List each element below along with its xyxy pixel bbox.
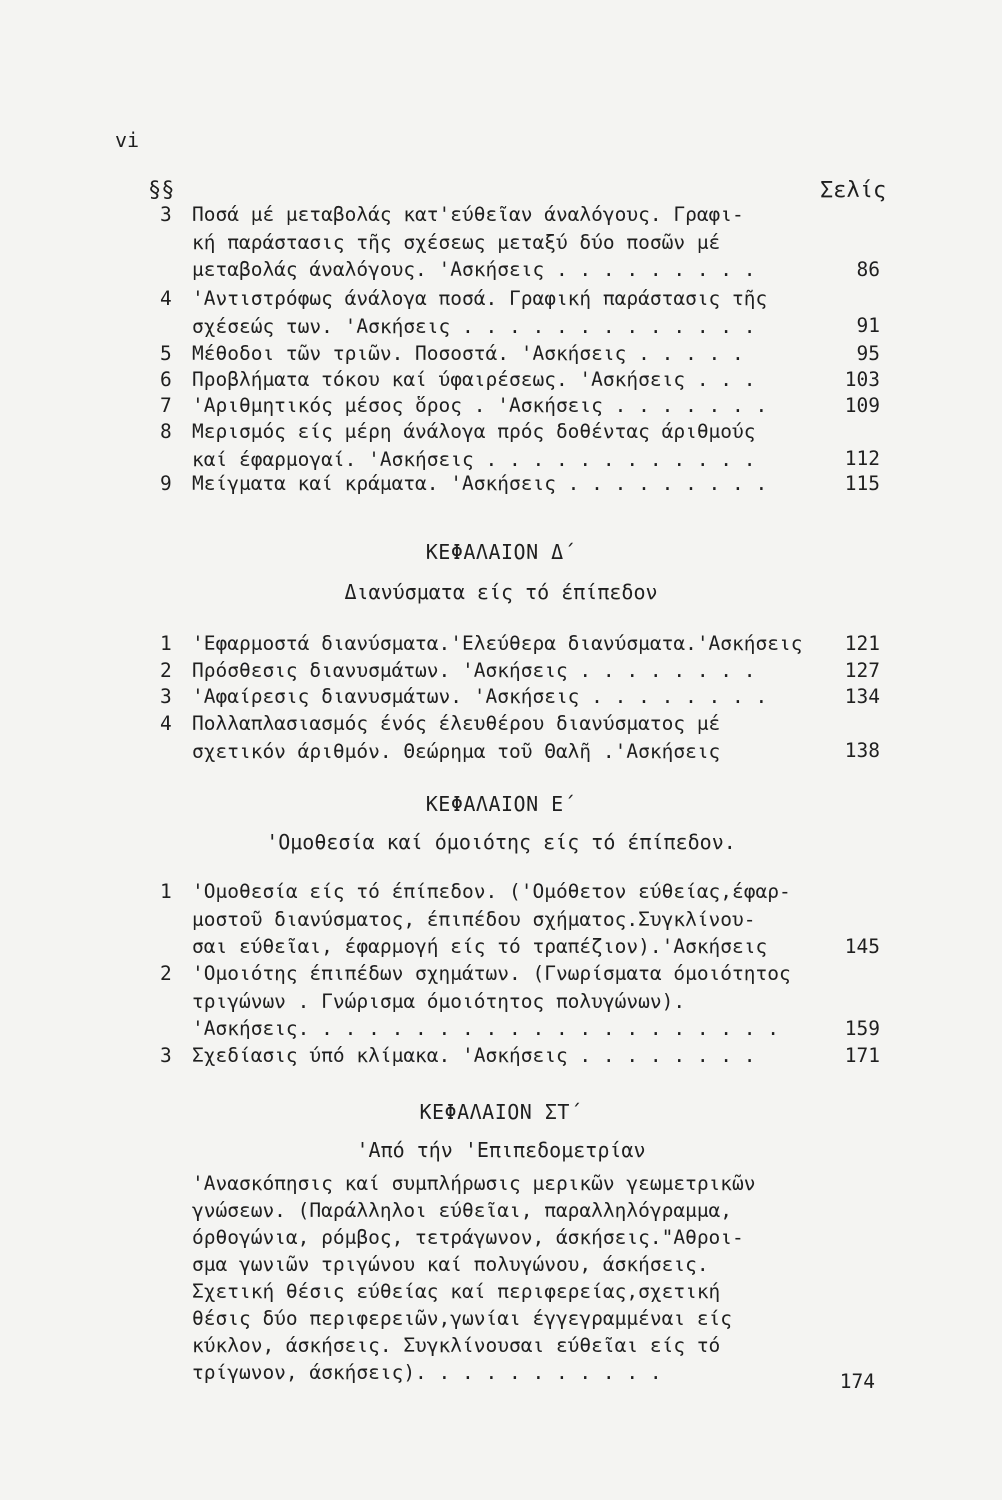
toc-entry xyxy=(160,470,880,498)
summary-line: κύκλον, άσκήσεις. Συγκλίνουσαι εύθεῖαι είς τό xyxy=(192,1334,721,1357)
entry-page: 86 xyxy=(856,258,880,281)
entry-page: 109 xyxy=(844,394,880,417)
chapter-heading: ΚΕΦΑΛΑΙΟΝ Ε΄ xyxy=(425,792,577,816)
entry-text: σχέσεώς των. 'Ασκήσεις . . . . . . . . . . . . . xyxy=(192,314,756,338)
entry-number: 4 xyxy=(160,712,172,735)
entry-text: Πολλαπλασιασμός ένός έλευθέρου διανύσματος μέ xyxy=(192,712,721,735)
entry-text: Μείγματα καί κράματα. 'Ασκήσεις . . . . . . . . . xyxy=(192,472,768,495)
chapter-summary xyxy=(192,1170,812,1386)
chapter-heading: ΚΕΦΑΛΑΙΟΝ Δ΄ xyxy=(425,540,577,564)
toc-entry xyxy=(160,683,880,711)
entry-page: 127 xyxy=(844,659,880,682)
entry-number: 9 xyxy=(160,472,172,495)
entry-text: Σχεδίασις ύπό κλίμακα. 'Ασκήσεις . . . . . . . . xyxy=(192,1044,756,1067)
entry-page: 134 xyxy=(844,685,880,708)
summary-line: θέσις δύο περιφερειῶν,γωνίαι έγγεγραμμέναι είς xyxy=(192,1307,733,1330)
entry-text: τριγώνων . Γνώρισμα όμοιότητος πολυγώνων). xyxy=(192,989,686,1013)
entry-page: 171 xyxy=(844,1044,880,1067)
chapter-subtitle: 'Από τήν 'Επιπεδομετρίαν xyxy=(356,1138,646,1162)
section-symbol: §§ xyxy=(148,178,175,203)
toc-entry xyxy=(160,201,880,284)
summary-line: Σχετική θέσις εύθείας καί περιφερείας,σχετική xyxy=(192,1280,721,1303)
entry-page: 121 xyxy=(844,632,880,655)
toc-entry xyxy=(160,1042,880,1070)
summary-line: τρίγωνον, άσκήσεις). . . . . . . . . . . xyxy=(192,1361,662,1384)
entry-text: Μερισμός είς μέρη άνάλογα πρός δοθέντας άριθμούς xyxy=(192,420,756,443)
entry-text: κή παράστασις τῆς σχέσεως μεταξύ δύο ποσῶν μέ xyxy=(192,230,721,254)
entry-text: 'Εφαρμοστά διανύσματα.'Ελεύθερα διανύσματα.'Ασκήσεις xyxy=(192,632,803,655)
chapter-subtitle: 'Ομοθεσία καί όμοιότης είς τό έπίπεδον. xyxy=(266,830,736,854)
entry-page: 95 xyxy=(856,342,880,365)
entry-text: Ποσά μέ μεταβολάς κατ'εύθεῖαν άναλόγους. Γραφι- xyxy=(192,203,744,226)
toc-entry xyxy=(160,630,880,658)
entry-page: 112 xyxy=(844,447,880,470)
entry-text: σαι εύθεῖαι, έφαρμογή είς τό τραπέζιον).'Ασκήσεις xyxy=(192,935,768,958)
entry-number: 3 xyxy=(160,1044,172,1067)
page-column-header: Σελίς xyxy=(820,178,887,203)
entry-page: 174 xyxy=(839,1370,875,1393)
toc-entry xyxy=(160,366,880,394)
page-number-roman: vi xyxy=(115,128,140,152)
toc-entry xyxy=(160,418,880,474)
entry-text: μοστοῦ διανύσματος, έπιπέδου σχήματος.Συγκλίνου- xyxy=(192,907,756,931)
summary-line: σμα γωνιῶν τριγώνου καί πολυγώνου, άσκήσεις. xyxy=(192,1253,709,1276)
entry-number: 8 xyxy=(160,420,172,443)
toc-entry xyxy=(160,960,880,1043)
entry-page: 159 xyxy=(844,1017,880,1040)
entry-number: 2 xyxy=(160,962,172,985)
entry-page: 145 xyxy=(844,935,880,958)
toc-entry xyxy=(160,340,880,368)
entry-text: 'Ομοθεσία είς τό έπίπεδον. ('Ομόθετον εύθείας,έφαρ- xyxy=(192,880,791,903)
entry-number: 1 xyxy=(160,880,172,903)
entry-text: 'Αφαίρεσις διανυσμάτων. 'Ασκήσεις . . . . . . . . xyxy=(192,685,768,708)
entry-page: 91 xyxy=(856,314,880,337)
entry-text: 'Αριθμητικός μέσος ὅρος . 'Ασκήσεις . . . . . . . xyxy=(192,394,768,417)
entry-text: Προβλήματα τόκου καί ύφαιρέσεως. 'Ασκήσεις . . . xyxy=(192,368,756,391)
entry-number: 4 xyxy=(160,287,172,310)
chapter-subtitle: Διανύσματα είς τό έπίπεδον xyxy=(344,580,658,604)
toc-entry xyxy=(160,285,880,341)
toc-entry xyxy=(160,878,880,961)
entry-number: 5 xyxy=(160,342,172,365)
entry-number: 3 xyxy=(160,685,172,708)
entry-text: 'Ασκήσεις. . . . . . . . . . . . . . . . . . . . . xyxy=(192,1017,779,1040)
entry-number: 1 xyxy=(160,632,172,655)
summary-line: γνώσεων. (Παράλληλοι εύθεῖαι, παραλληλόγραμμα, xyxy=(192,1199,733,1222)
entry-text: σχετικόν άριθμόν. Θεώρημα τοῦ Θαλῆ .'Ασκήσεις xyxy=(192,739,721,763)
entry-number: 6 xyxy=(160,368,172,391)
entry-text: 'Αντιστρόφως άνάλογα ποσά. Γραφική παράστασις τῆς xyxy=(192,287,768,310)
entry-text: καί έφαρμογαί. 'Ασκήσεις . . . . . . . . . . . . xyxy=(192,447,756,471)
entry-page: 138 xyxy=(844,739,880,762)
entry-text: Πρόσθεσις διανυσμάτων. 'Ασκήσεις . . . . . . . . xyxy=(192,659,756,682)
toc-entry xyxy=(160,657,880,685)
entry-page: 103 xyxy=(844,368,880,391)
entry-number: 7 xyxy=(160,394,172,417)
entry-page: 115 xyxy=(844,472,880,495)
entry-text: μεταβολάς άναλόγους. 'Ασκήσεις . . . . . . . . . xyxy=(192,258,756,281)
summary-line: 'Ανασκόπησις καί συμπλήρωσις μερικῶν γεωμετρικῶν xyxy=(192,1172,756,1195)
toc-entry xyxy=(160,710,880,766)
chapter-heading: ΚΕΦΑΛΑΙΟΝ ΣΤ΄ xyxy=(419,1100,583,1124)
entry-number: 2 xyxy=(160,659,172,682)
entry-text: 'Ομοιότης έπιπέδων σχημάτων. (Γνωρίσματα όμοιότητος xyxy=(192,962,791,985)
entry-number: 3 xyxy=(160,203,172,226)
entry-text: Μέθοδοι τῶν τριῶν. Ποσοστά. 'Ασκήσεις . . . . . xyxy=(192,342,744,365)
summary-line: όρθογώνια, ρόμβος, τετράγωνον, άσκήσεις."Αθροι- xyxy=(192,1226,744,1249)
toc-entry xyxy=(160,392,880,420)
